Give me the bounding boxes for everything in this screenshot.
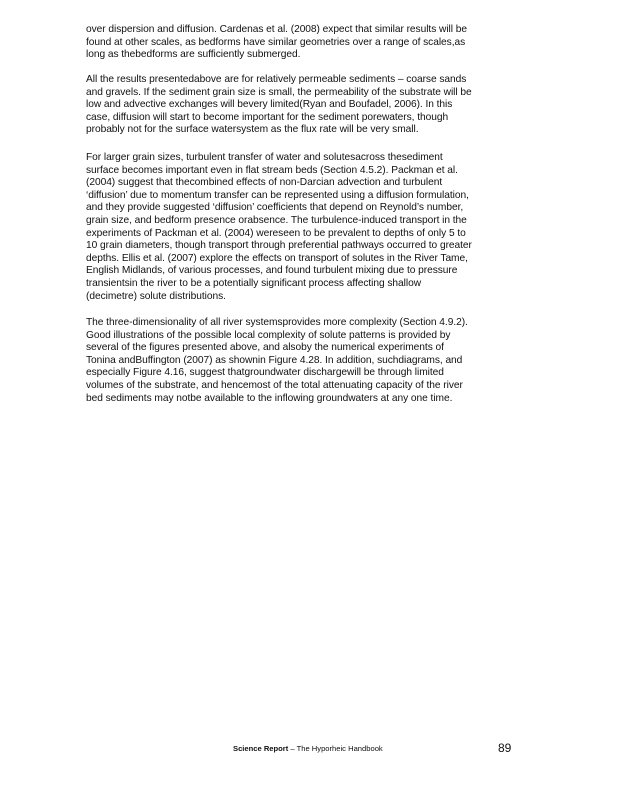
paragraph-line: 10 grain diameters, though transport through preferential pathways occurred to greater — [86, 240, 472, 252]
paragraph-line: especially Figure 4.16, suggest thatgroundwater dischargewill be through limited — [86, 367, 444, 379]
paragraph-line: Good illustrations of the possible local complexity of solute patterns is provided by — [86, 329, 451, 341]
paragraph-line: and gravels. If the sediment grain size is small, the permeability of the substrate will be — [86, 86, 472, 98]
paragraph-line: bed sediments may notbe available to the inflowing groundwaters at any one time. — [86, 392, 453, 404]
paragraph-line: (2004) suggest that thecombined effects of non-Darcian advection and turbulent — [86, 177, 443, 189]
paragraph-line: over dispersion and diffusion. Cardenas et al. (2008) expect that similar results will be — [86, 24, 467, 35]
paragraph-line: low and advective exchanges will bevery limited(Ryan and Boufadel, 2006). In this — [86, 99, 453, 111]
paragraph-line: and they provide suggested ‘diffusion’ coefficients that depend on Reynold’s number, — [86, 202, 464, 214]
paragraph-line: case, diffusion will start to become important for the sediment porewaters, though — [86, 111, 449, 123]
paragraph-line: ‘diffusion’ due to momentum transfer can be represented using a diffusion formulation, — [86, 189, 469, 201]
paragraph-line: depths. Ellis et al. (2007) explore the effects on transport of solutes in the River Tame, — [86, 252, 468, 264]
paragraph-line: grain size, and bedform presence orabsence. The turbulence-induced transport in the — [86, 214, 467, 226]
paragraph-line: Tonina andBuffington (2007) as shownin Figure 4.28. In addition, suchdiagrams, and — [86, 354, 463, 366]
paragraph-line: The three-dimensionality of all river systemsprovides more complexity (Section 4.9.2). — [86, 317, 468, 328]
paragraph-2 — [86, 74, 514, 137]
paragraph-1 — [86, 24, 514, 62]
paragraph-line: surface becomes important even in flat stream beds (Section 4.5.2). Packman et al. — [86, 164, 458, 176]
paragraph-line: experiments of Packman et al. (2004) wereseen to be prevalent to depths of only 5 to — [86, 227, 466, 239]
footer-title — [233, 744, 383, 754]
paragraph-line: volumes of the substrate, and hencemost of the total attenuating capacity of the river — [86, 379, 463, 391]
paragraph-line: probably not for the surface watersystem as the flux rate will be very small. — [86, 124, 419, 136]
footer-title-rest: – The Hyporheic Handbook — [288, 744, 383, 753]
paragraph-4 — [86, 317, 514, 405]
footer-title-bold: Science Report — [233, 744, 289, 753]
paragraph-line: For larger grain sizes, turbulent transfer of water and solutesacross thesediment — [86, 152, 443, 163]
paragraph-3 — [86, 152, 514, 303]
page-number: 89 — [498, 741, 512, 755]
paragraph-line: transientsin the river to be a potentially significant process affecting shallow — [86, 277, 422, 289]
paragraph-line: several of the figures presented above, and alsoby the numerical experiments of — [86, 342, 444, 354]
paragraph-line: (decimetre) solute distributions. — [86, 290, 226, 302]
paragraph-line: long as thebedforms are sufficiently submerged. — [86, 49, 301, 61]
paragraph-line: found at other scales, as bedforms have similar geometries over a range of scales,as — [86, 36, 466, 48]
paragraph-line: English Midlands, of various processes, and found turbulent mixing due to pressure — [86, 265, 458, 277]
paragraph-line: All the results presentedabove are for relatively permeable sediments – coarse sands — [86, 74, 467, 85]
